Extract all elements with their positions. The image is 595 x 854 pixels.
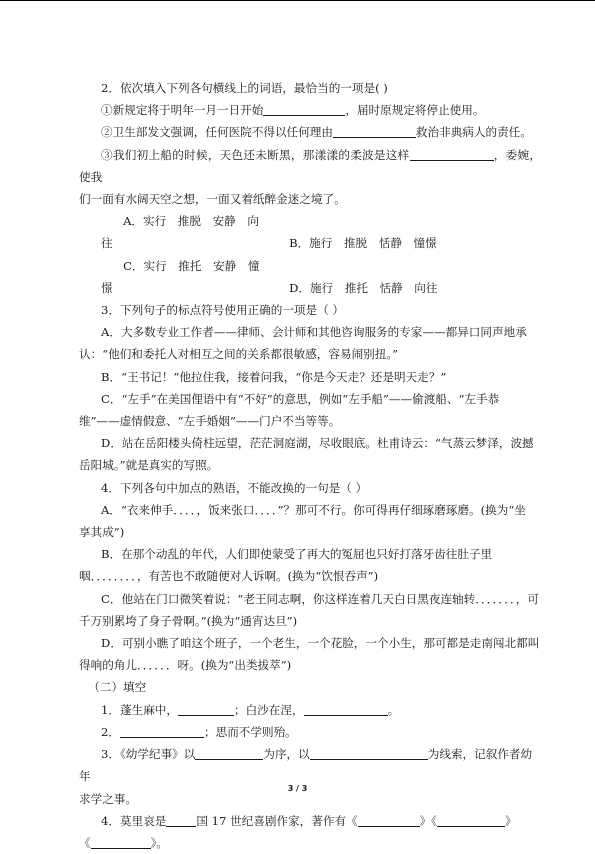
answer-blank (358, 812, 420, 827)
fill-item-2: 2． ；思而不学则殆。 (101, 724, 297, 739)
q4-option-b-line1: B．在那个动乱的年代，人们即使蒙受了再大的冤屈也只好打落牙齿往肚子里 (101, 547, 493, 562)
answer-blank (91, 834, 151, 849)
q3-option-d-line1: D．站在岳阳楼头倚柱远望，茫茫洞庭湖，尽收眼底。杜甫诗云：“气蒸云梦泽，波撼 (101, 436, 534, 451)
answer-blank (304, 701, 388, 716)
q2-option-c: C．实行 推托 安静 憧憬 (101, 258, 260, 295)
q2-sentence-2: ②卫生部发文强调，任何医院不得以任何理由 救治非典病人的责任。 (101, 125, 532, 140)
fill-item-3-cont: 求学之事。 (79, 791, 137, 806)
q4-option-a-line2: 享其成”) (79, 525, 125, 540)
q4-stem: 4．下列各句中加点的熟语，不能改换的一句是（ ） (101, 480, 368, 495)
answer-blank (333, 123, 416, 138)
answer-blank (195, 745, 263, 760)
q3-option-c-line1: C．“左手”在美国俚语中有“不好”的意思，例如“左手船”——偷渡船、“左手恭 (101, 391, 500, 406)
q2-sentence-3: ③我们初上船的时候，天色还未断黑，那漾漾的柔波是这样 ，委婉，使我 (79, 147, 541, 184)
q2-options-cd (79, 255, 541, 299)
q4-option-c-line2: 千万别累垮了身子骨啊。”(换为“通宵达旦”) (79, 613, 298, 628)
worksheet-body (79, 77, 541, 854)
q4-option-d-line1: D．可别小瞧了咱这个班子，一个老生，一个花脸，一个小生，那可都是走南闯北都叫 (101, 636, 540, 651)
q4-option-c-line1: C．他站在门口微笑着说：“老王同志啊，你这样连着几天白日黑夜连轴转．．．．．．．，可 (101, 591, 539, 606)
q2-sentence-1: ①新规定将于明年一月一日开始 ，届时原规定将停止使用。 (101, 103, 485, 118)
q2-options-ab (79, 210, 541, 254)
answer-blank (437, 812, 505, 827)
q2-option-d: D．施行 推托 恬静 向往 (289, 280, 438, 295)
section-heading: （二）填空 (88, 680, 147, 695)
answer-blank (310, 745, 428, 760)
q3-option-a-line1: A．大多数专业工作者——律师、会计师和其他咨询服务的专家——都异口同声地承 (101, 325, 527, 340)
q3-option-b: B．“王书记！”他拉住我，接着问我，“你是今天走？还是明天走？” (101, 369, 447, 384)
fill-item-3: 3．《幼学纪事》以 为序，以 为线索，记叙作者幼年 (79, 747, 533, 784)
fill-item-1: 1．蓬生麻中， ；白沙在涅， 。 (101, 702, 400, 717)
q4-option-b-line2: 咽．．．．．．．．，有苦也不敢随便对人诉啊。(换为“饮恨吞声”) (79, 569, 379, 584)
q2-stem: 2．依次填入下列各句横线上的词语，最恰当的一项是( ) (101, 81, 388, 95)
q3-option-a-line2: 认：“他们和委托人对相互之间的关系都很敏感，容易闹别扭。” (79, 347, 399, 362)
header-rule (0, 0, 595, 1)
q4-option-a-line1: A．“衣来伸手．．．．，饭来张口．．．．”？那可不行。你可得再仔细琢磨琢磨。(换为“坐 (101, 502, 526, 517)
answer-blank (410, 146, 494, 161)
answer-blank (120, 723, 204, 738)
answer-blank (178, 701, 234, 716)
fill-item-4: 4．莫里哀是 国 17 世纪喜剧作家，著作有《 》《 》 (101, 813, 517, 828)
answer-blank (166, 812, 196, 827)
q2-sentence-3-cont: 们一面有水阔天空之想，一面又着纸醉金迷之境了。 (79, 192, 346, 207)
q3-option-c-line2: 维”——虚情假意、“左手婚姻”——门户不当等等。 (79, 414, 341, 429)
q2-option-a: A．实行 推脱 安静 向往 (101, 214, 259, 251)
q3-stem: 3．下列句子的标点符号使用正确的一项是（ ） (101, 303, 344, 318)
q4-option-d-line2: 得响的角儿．．．．．．呀。(换为“出类拔萃”) (79, 658, 292, 673)
fill-item-4-cont: 《 》。 (79, 835, 168, 850)
page-number: 3 / 3 (287, 784, 308, 793)
q3-option-d-line2: 岳阳城。”就是真实的写照。 (79, 458, 219, 473)
answer-blank (263, 101, 345, 116)
q2-option-b: B．施行 推脱 恬静 憧憬 (289, 236, 437, 251)
